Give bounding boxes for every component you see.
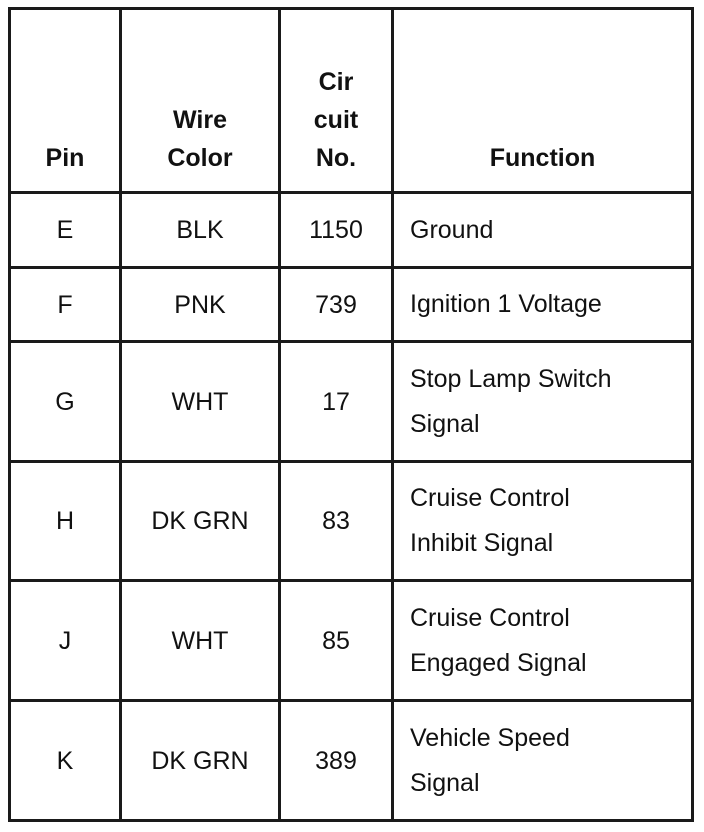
header-circuit-line1: Cir — [318, 68, 354, 96]
row-h-wire-color: DK GRN — [151, 507, 249, 535]
header-circuit-no — [281, 10, 391, 191]
row-j-function — [394, 582, 691, 699]
row-k-pin: K — [56, 746, 74, 775]
header-wire-color-line1: Wire — [173, 106, 227, 134]
row-h-pin: H — [55, 507, 75, 535]
row-g-pin: G — [55, 387, 75, 416]
row-j-circuit: 85 — [322, 626, 350, 655]
row-h-circuit: 83 — [322, 507, 350, 535]
row-g-function-line2: Signal — [410, 409, 480, 438]
header-circuit-line3: No. — [315, 144, 357, 172]
row-e-circuit: 1150 — [309, 216, 363, 244]
row-j-pin: J — [58, 626, 72, 655]
header-circuit-line2: cuit — [313, 106, 359, 134]
connector-pinout-table — [8, 7, 694, 822]
row-g-circuit: 17 — [322, 387, 350, 416]
row-e-wire-color: BLK — [176, 216, 224, 244]
row-h-function — [394, 463, 691, 579]
row-g-function-line1: Stop Lamp Switch — [410, 364, 612, 393]
row-h-function-line1: Cruise Control — [410, 484, 570, 512]
header-wire-color-line2: Color — [167, 144, 233, 172]
row-k-function-line2: Signal — [410, 768, 480, 797]
row-h-function-line2: Inhibit Signal — [410, 529, 554, 557]
row-g-function — [394, 343, 691, 460]
row-f-function-text: Ignition 1 Voltage — [410, 290, 602, 318]
row-e-function — [394, 194, 691, 266]
row-f-circuit: 739 — [315, 290, 357, 319]
row-k-function-line1: Vehicle Speed — [410, 723, 570, 752]
row-k-circuit: 389 — [315, 746, 357, 775]
row-j-function-line1: Cruise Control — [410, 603, 570, 632]
row-f-pin: F — [57, 290, 73, 319]
row-e-pin: E — [56, 216, 74, 244]
row-k-wire-color: DK GRN — [151, 746, 249, 775]
row-j-wire-color: WHT — [171, 626, 229, 655]
row-g-wire-color: WHT — [171, 387, 229, 416]
header-pin — [11, 10, 119, 191]
row-k-function — [394, 702, 691, 819]
row-j-function-line2: Engaged Signal — [410, 648, 587, 677]
header-function-text: Function — [489, 144, 596, 172]
row-f-wire-color: PNK — [174, 290, 226, 319]
header-wire-color — [122, 10, 278, 191]
row-f-function — [394, 269, 691, 340]
header-function — [394, 10, 691, 191]
row-e-function-text: Ground — [410, 215, 494, 244]
header-pin-text: Pin — [45, 144, 85, 172]
